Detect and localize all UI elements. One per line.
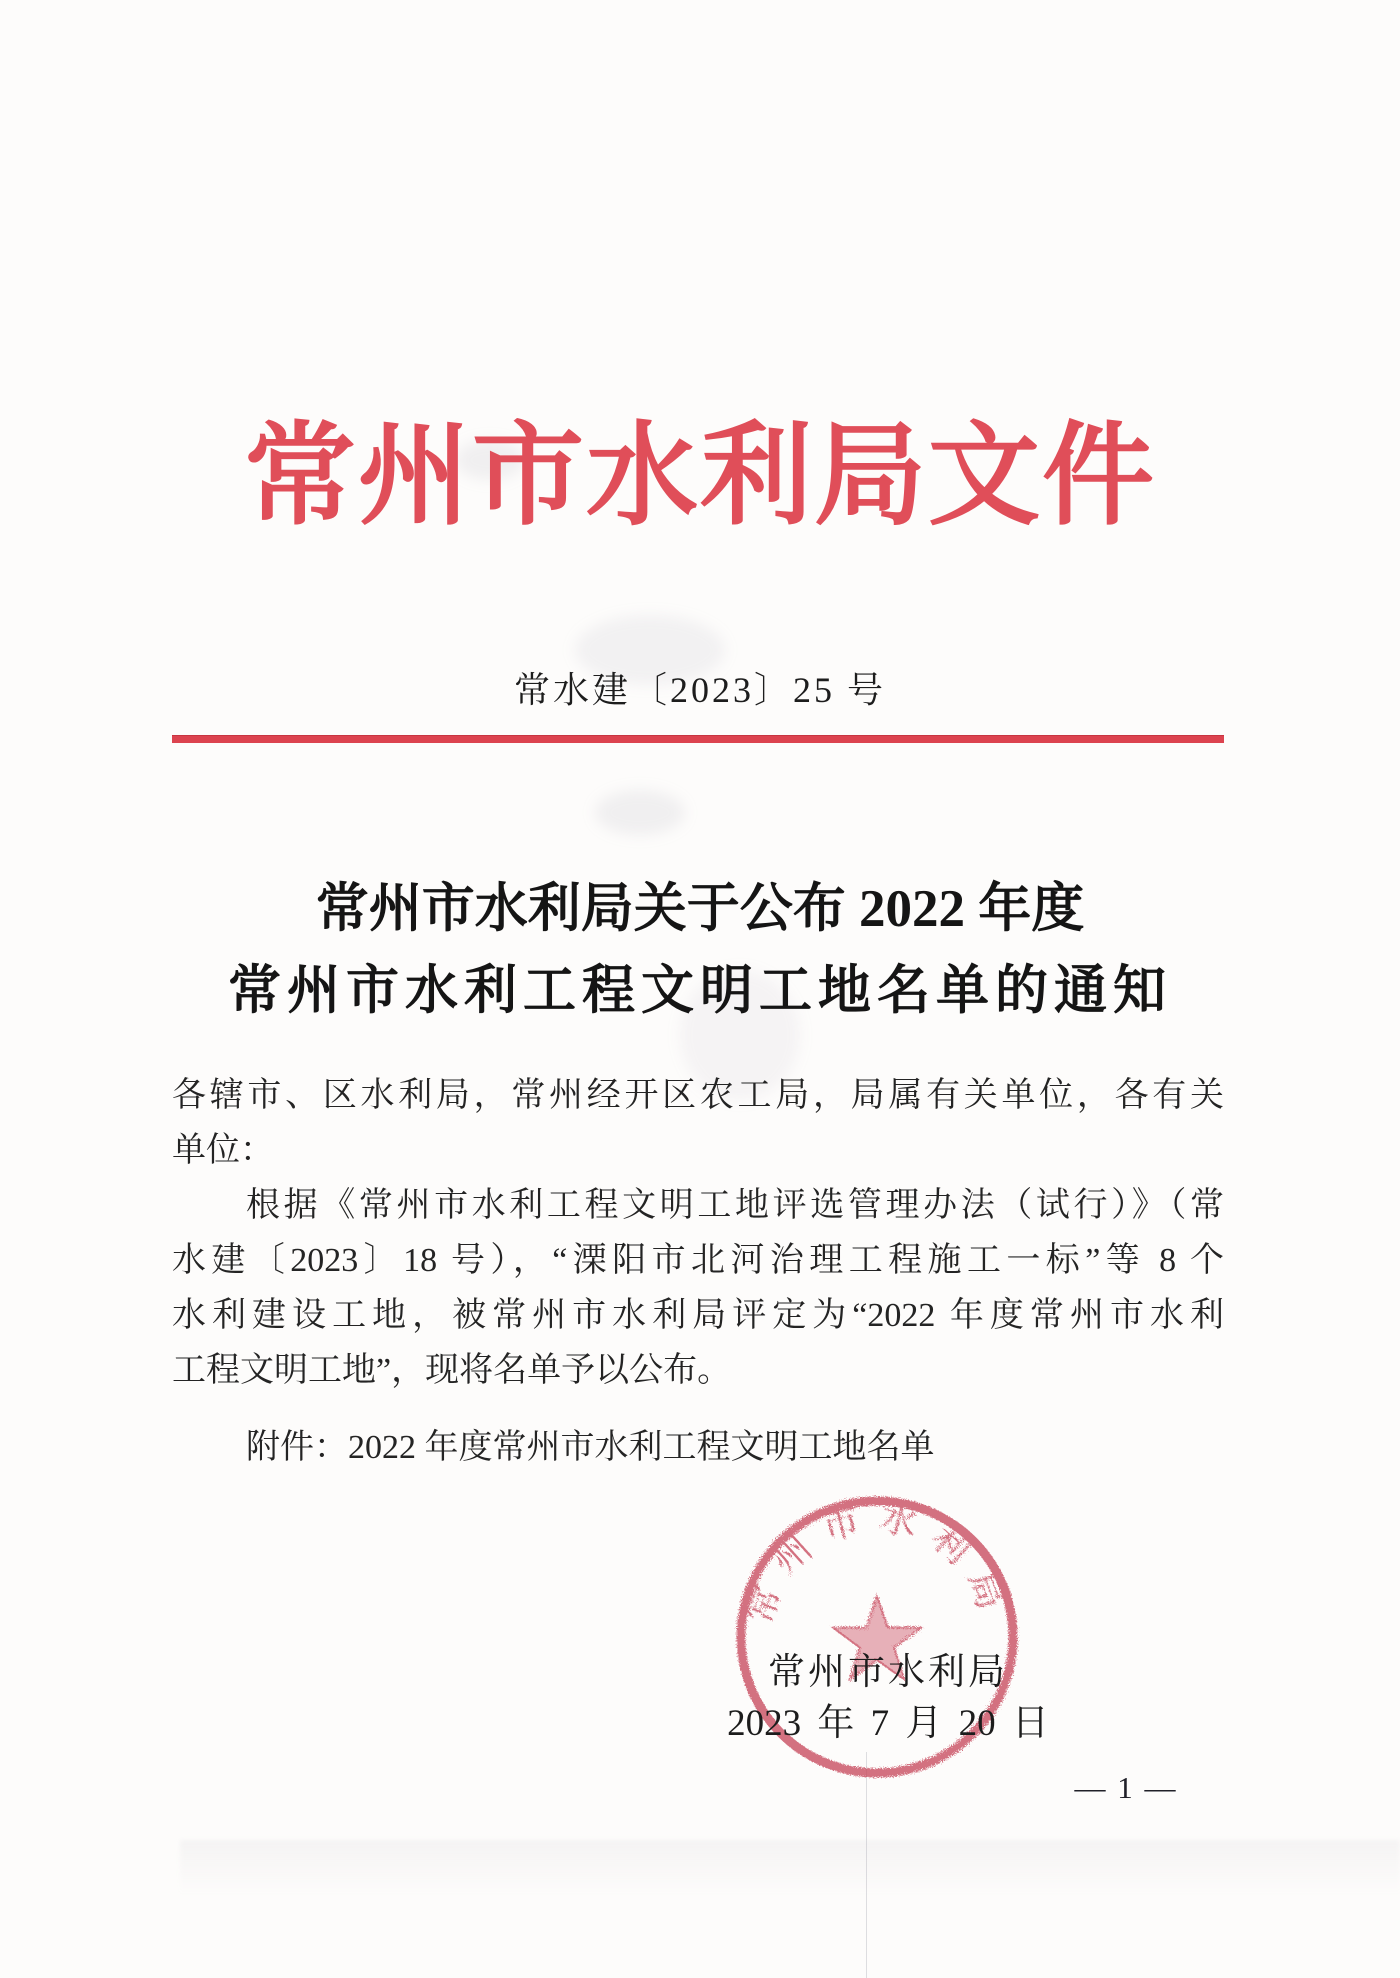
scan-texture (180, 1840, 1400, 1895)
document-number: 常水建〔2023〕25 号 (513, 670, 886, 710)
seal-arc-text: 常州市水利局 (738, 1496, 1016, 1629)
paper-smudge (595, 790, 685, 835)
notice-title-line1: 常州市水利局关于公布 2022 年度 (315, 880, 1085, 938)
body-line: 各辖市、区水利局，常州经开区农工局，局属有关单位，各有关 (172, 1077, 1224, 1114)
signature-org: 常州市水利局 (768, 1652, 1008, 1693)
letterhead-title: 常州市水利局文件 (244, 415, 1156, 539)
red-divider-rule (172, 735, 1224, 743)
body-text (172, 1068, 1224, 1475)
body-line: 水利建设工地，被常州市水利局评定为“2022 年度常州市水利 (172, 1297, 1224, 1334)
body-line: 根据《常州市水利工程文明工地评选管理办法（试行）》（常 (246, 1187, 1224, 1224)
page-number: — 1 — (1074, 1770, 1178, 1805)
body-line: 水建〔2023〕18 号），“溧阳市北河治理工程施工一标”等 8 个 (172, 1242, 1224, 1279)
body-line: 单位： (172, 1132, 274, 1169)
signature-date: 2023 年 7 月 20 日 (727, 1703, 1049, 1744)
notice-title (0, 868, 1400, 1032)
notice-title-line2: 常州市水利工程文明工地名单的通知 (228, 962, 1172, 1020)
body-line: 工程文明工地”，现将名单予以公布。 (172, 1352, 732, 1389)
attachment-line: 附件：2022 年度常州市水利工程文明工地名单 (246, 1429, 935, 1466)
